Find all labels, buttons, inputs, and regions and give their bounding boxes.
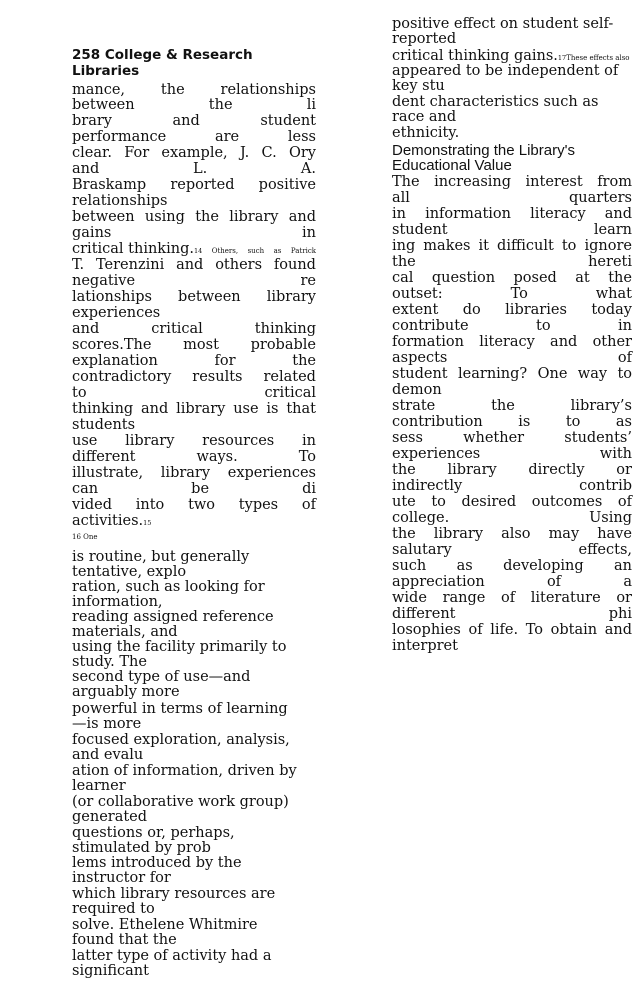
word: also bbox=[501, 526, 531, 542]
footnote-marker: 16 One bbox=[72, 533, 98, 541]
word: obtain bbox=[550, 622, 598, 638]
word: libraries bbox=[505, 302, 567, 318]
word: in bbox=[392, 206, 406, 222]
word: and bbox=[604, 206, 632, 222]
word: students’ bbox=[564, 430, 632, 446]
footnote-word: as bbox=[273, 247, 282, 255]
text-line bbox=[392, 238, 632, 255]
word: reported bbox=[170, 177, 235, 193]
word: sess bbox=[392, 430, 423, 446]
text-line: lems introduced by the bbox=[72, 855, 242, 871]
text-line: focused exploration, analysis, bbox=[72, 732, 290, 748]
text-line bbox=[392, 302, 632, 319]
word: do bbox=[462, 302, 481, 318]
text-line: powerful in terms of learning bbox=[72, 701, 288, 717]
text-line: learner bbox=[72, 778, 126, 794]
text-line bbox=[392, 478, 632, 495]
word: increasing bbox=[434, 174, 512, 190]
text-line: students bbox=[72, 417, 136, 433]
text-line bbox=[392, 494, 632, 511]
word: student bbox=[392, 366, 448, 382]
text-line bbox=[392, 190, 632, 207]
section-heading: Educational Value bbox=[392, 157, 512, 174]
text-line bbox=[72, 449, 316, 466]
text-line: which library resources are bbox=[72, 886, 276, 902]
text-line bbox=[72, 337, 316, 354]
text-line bbox=[72, 97, 316, 114]
word: positive bbox=[258, 177, 316, 193]
word: of bbox=[301, 497, 316, 513]
text-line bbox=[392, 206, 632, 223]
text-line: is routine, but generally bbox=[72, 549, 250, 565]
text-line: instructor for bbox=[72, 870, 171, 886]
line-text: activities. bbox=[72, 513, 144, 529]
running-header: Libraries bbox=[72, 63, 140, 79]
word: lationships bbox=[72, 289, 152, 305]
word: A. bbox=[300, 161, 316, 177]
word: to bbox=[536, 318, 551, 334]
text-line bbox=[392, 318, 632, 335]
word: have bbox=[597, 526, 632, 542]
text-line: questions or, perhaps, bbox=[72, 825, 235, 841]
word: Ory bbox=[288, 145, 316, 161]
text-line bbox=[72, 369, 316, 386]
word: aspects bbox=[392, 350, 448, 366]
text-line bbox=[72, 401, 316, 418]
text-line bbox=[72, 129, 316, 146]
text-line bbox=[392, 398, 632, 415]
word: outcomes bbox=[531, 494, 603, 510]
word: learn bbox=[593, 222, 632, 238]
word: interest bbox=[525, 174, 583, 190]
word: literacy bbox=[479, 334, 535, 350]
word: thinking bbox=[72, 401, 134, 417]
word: may bbox=[548, 526, 580, 542]
text-line bbox=[72, 273, 316, 290]
text-line bbox=[72, 257, 316, 274]
word: the bbox=[491, 398, 515, 414]
word: salutary bbox=[392, 542, 452, 558]
text-line: (or collaborative work group) bbox=[72, 794, 289, 810]
line-text: critical thinking gains. bbox=[392, 48, 558, 64]
word: and bbox=[172, 113, 200, 129]
word: different bbox=[72, 449, 136, 465]
word: is bbox=[518, 414, 531, 430]
word: desired bbox=[461, 494, 517, 510]
word: be bbox=[191, 481, 210, 497]
text-line bbox=[392, 558, 632, 575]
word: the bbox=[195, 209, 219, 225]
word: L. bbox=[192, 161, 208, 177]
word: The bbox=[392, 174, 420, 190]
text-line: ethnicity. bbox=[392, 125, 460, 141]
word: library bbox=[447, 462, 497, 478]
word: range bbox=[442, 590, 486, 606]
word: types bbox=[238, 497, 279, 513]
word: example, bbox=[161, 145, 228, 161]
word: way bbox=[577, 366, 608, 382]
text-line bbox=[392, 366, 632, 383]
text-line bbox=[72, 465, 316, 482]
word: the bbox=[292, 353, 316, 369]
section-heading: Demonstrating the Library's bbox=[392, 142, 575, 159]
text-line bbox=[72, 225, 316, 242]
word: or bbox=[616, 590, 632, 606]
word: losophies bbox=[392, 622, 461, 638]
word: are bbox=[214, 129, 240, 145]
word: directly bbox=[528, 462, 585, 478]
word: makes bbox=[423, 238, 471, 254]
word: cal bbox=[392, 270, 414, 286]
text-line: materials, and bbox=[72, 624, 178, 640]
text-line: solve. Ethelene Whitmire bbox=[72, 917, 258, 933]
word: indirectly bbox=[392, 478, 463, 494]
text-line: required to bbox=[72, 901, 155, 917]
word: use bbox=[233, 401, 259, 417]
text-line: using the facility primarily to bbox=[72, 639, 287, 655]
word: To bbox=[525, 622, 543, 638]
footnote-word: Patrick bbox=[290, 247, 316, 255]
text-line: key stu bbox=[392, 78, 445, 94]
word: T. bbox=[72, 257, 85, 273]
text-line: appeared to be independent of bbox=[392, 63, 619, 79]
word: to bbox=[431, 494, 446, 510]
footnote-note: These effects also bbox=[566, 54, 630, 62]
text-line: tentative, explo bbox=[72, 564, 187, 580]
word: library bbox=[125, 433, 175, 449]
text-line: —is more bbox=[72, 716, 142, 732]
text-line: ation of information, driven by bbox=[72, 763, 297, 779]
word: posed bbox=[513, 270, 557, 286]
text-line: information, bbox=[72, 594, 163, 610]
text-line bbox=[392, 222, 632, 239]
word: resources bbox=[202, 433, 275, 449]
text-line bbox=[72, 433, 316, 450]
word: Braskamp bbox=[72, 177, 147, 193]
word: appreciation bbox=[392, 574, 485, 590]
word: ing bbox=[392, 238, 416, 254]
word: and bbox=[72, 161, 100, 177]
word: literature bbox=[530, 590, 601, 606]
word: gains bbox=[72, 225, 112, 241]
word: and bbox=[72, 321, 100, 337]
footnote-ref: 17 bbox=[557, 54, 567, 62]
word: contribute bbox=[392, 318, 469, 334]
text-line bbox=[72, 177, 316, 194]
word: library bbox=[176, 401, 226, 417]
word: in bbox=[302, 433, 316, 449]
word: of bbox=[500, 590, 516, 606]
text-line bbox=[72, 289, 316, 306]
word: experiences bbox=[227, 465, 316, 481]
word: performance bbox=[72, 129, 167, 145]
word: use bbox=[72, 433, 98, 449]
word: from bbox=[597, 174, 632, 190]
text-line bbox=[392, 606, 632, 623]
text-line bbox=[392, 462, 632, 479]
text-line bbox=[72, 385, 316, 402]
footnote-word: such bbox=[247, 247, 265, 255]
word: library bbox=[160, 465, 211, 481]
word: For bbox=[124, 145, 150, 161]
word: the bbox=[392, 526, 416, 542]
word: strate bbox=[392, 398, 436, 414]
word: and bbox=[288, 209, 316, 225]
text-line bbox=[392, 286, 632, 303]
word: two bbox=[188, 497, 216, 513]
text-line bbox=[392, 270, 632, 287]
word: as bbox=[456, 558, 473, 574]
text-line bbox=[72, 353, 316, 370]
word: student bbox=[260, 113, 316, 129]
word: different bbox=[392, 606, 456, 622]
word: is bbox=[266, 401, 279, 417]
word: information bbox=[425, 206, 511, 222]
footnote-ref: 14 bbox=[193, 247, 203, 255]
word: C. bbox=[261, 145, 277, 161]
word: experiences bbox=[392, 446, 481, 462]
word: to bbox=[565, 414, 581, 430]
text-line bbox=[392, 254, 632, 271]
text-line bbox=[392, 350, 632, 367]
word: between bbox=[72, 209, 135, 225]
word: critical bbox=[264, 385, 316, 401]
word: literacy bbox=[530, 206, 586, 222]
word: an bbox=[614, 558, 632, 574]
word: To bbox=[298, 449, 316, 465]
word: for bbox=[214, 353, 236, 369]
word: it bbox=[478, 238, 489, 254]
text-line bbox=[72, 497, 316, 514]
word: student bbox=[392, 222, 448, 238]
word: between bbox=[72, 97, 135, 113]
word: in bbox=[618, 318, 632, 334]
word: can bbox=[72, 481, 99, 497]
word: critical bbox=[151, 321, 203, 337]
word: the bbox=[608, 270, 632, 286]
word: re bbox=[300, 273, 316, 289]
word: to bbox=[617, 366, 632, 382]
word: and bbox=[141, 401, 169, 417]
word: between bbox=[178, 289, 241, 305]
text-line: ration, such as looking for bbox=[72, 579, 265, 595]
word: library bbox=[266, 289, 316, 305]
text-line: found that the bbox=[72, 932, 177, 948]
word: mance, bbox=[72, 82, 126, 98]
text-line bbox=[72, 481, 316, 498]
word: related bbox=[263, 369, 316, 385]
word: such bbox=[392, 558, 427, 574]
word: One bbox=[537, 366, 568, 382]
text-line: latter type of activity had a bbox=[72, 948, 272, 964]
word: library’s bbox=[570, 398, 632, 414]
word: li bbox=[306, 97, 316, 113]
word: others bbox=[215, 257, 263, 273]
text-line bbox=[392, 174, 632, 191]
word: college. bbox=[392, 510, 450, 526]
word: library bbox=[433, 526, 484, 542]
word: vided bbox=[72, 497, 112, 513]
word: hereti bbox=[588, 254, 632, 270]
word: and bbox=[604, 622, 632, 638]
word: that bbox=[286, 401, 316, 417]
text-line bbox=[392, 574, 632, 591]
word: difficult bbox=[497, 238, 554, 254]
word: a bbox=[623, 574, 632, 590]
text-line: second type of use—and bbox=[72, 669, 251, 685]
word: negative bbox=[72, 273, 136, 289]
word: To bbox=[510, 286, 528, 302]
text-line bbox=[392, 542, 632, 559]
word: Using bbox=[589, 510, 632, 526]
text-line bbox=[392, 334, 632, 351]
footnote-word: Others, bbox=[211, 247, 239, 255]
text-line: experiences bbox=[72, 305, 161, 321]
text-line bbox=[392, 414, 632, 431]
text-line: study. The bbox=[72, 654, 147, 670]
word: ways. bbox=[196, 449, 238, 465]
word: found bbox=[273, 257, 316, 273]
text-line: generated bbox=[72, 809, 148, 825]
word: relationships bbox=[220, 82, 316, 98]
word: of bbox=[468, 622, 483, 638]
word: contrib bbox=[579, 478, 632, 494]
word: clear. bbox=[72, 145, 112, 161]
word: scores.The bbox=[72, 337, 152, 353]
text-line bbox=[392, 526, 632, 543]
text-line bbox=[72, 321, 316, 338]
word: the bbox=[392, 462, 416, 478]
word: all bbox=[392, 190, 410, 206]
word: explanation bbox=[72, 353, 158, 369]
word: into bbox=[135, 497, 165, 513]
word: formation bbox=[392, 334, 464, 350]
word: what bbox=[595, 286, 632, 302]
line-text: critical thinking. bbox=[72, 241, 194, 257]
word: ute bbox=[392, 494, 416, 510]
text-line bbox=[72, 209, 316, 226]
word: of bbox=[617, 350, 632, 366]
text-line: race and bbox=[392, 109, 457, 125]
word: wide bbox=[392, 590, 427, 606]
word: di bbox=[302, 481, 316, 497]
word: less bbox=[287, 129, 316, 145]
word: and bbox=[176, 257, 204, 273]
word: of bbox=[617, 494, 632, 510]
text-line: and evalu bbox=[72, 747, 144, 763]
text-line: arguably more bbox=[72, 684, 180, 700]
word: developing bbox=[503, 558, 584, 574]
word: other bbox=[592, 334, 632, 350]
word: using bbox=[144, 209, 185, 225]
word: and bbox=[550, 334, 578, 350]
text-line bbox=[392, 430, 632, 447]
text-line: dent characteristics such as bbox=[392, 94, 599, 110]
word: as bbox=[615, 414, 632, 430]
word: learning? bbox=[458, 366, 528, 382]
word: results bbox=[192, 369, 243, 385]
word: probable bbox=[250, 337, 316, 353]
text-line: relationships bbox=[72, 193, 168, 209]
text-line: demon bbox=[392, 382, 442, 398]
text-line bbox=[392, 622, 632, 639]
word: outset: bbox=[392, 286, 443, 302]
word: contribution bbox=[392, 414, 483, 430]
text-line: interpret bbox=[392, 638, 458, 654]
word: ignore bbox=[584, 238, 632, 254]
word: in bbox=[302, 225, 316, 241]
word: the bbox=[160, 82, 185, 98]
word: or bbox=[616, 462, 632, 478]
text-line: reading assigned reference bbox=[72, 609, 274, 625]
word: with bbox=[599, 446, 632, 462]
word: contradictory bbox=[72, 369, 172, 385]
running-header: 258 College & Research bbox=[72, 47, 253, 63]
word: whether bbox=[463, 430, 525, 446]
text-line bbox=[392, 446, 632, 463]
word: the bbox=[392, 254, 416, 270]
word: question bbox=[431, 270, 496, 286]
text-line: significant bbox=[72, 963, 149, 979]
word: phi bbox=[608, 606, 632, 622]
word: effects, bbox=[578, 542, 632, 558]
word: Terenzini bbox=[96, 257, 165, 273]
word: at bbox=[575, 270, 590, 286]
word: life. bbox=[490, 622, 519, 638]
word: thinking bbox=[254, 321, 316, 337]
text-line bbox=[72, 145, 316, 162]
word: illustrate, bbox=[72, 465, 144, 481]
text-line bbox=[392, 510, 632, 527]
word: to bbox=[561, 238, 577, 254]
text-line: positive effect on student self- bbox=[392, 16, 614, 32]
text-line bbox=[72, 113, 316, 130]
word: brary bbox=[72, 113, 112, 129]
word: of bbox=[546, 574, 562, 590]
word: quarters bbox=[569, 190, 632, 206]
word: most bbox=[183, 337, 219, 353]
word: library bbox=[229, 209, 279, 225]
word: to bbox=[72, 385, 87, 401]
footnote-ref: 15 bbox=[143, 519, 152, 527]
word: the bbox=[208, 97, 233, 113]
text-line: stimulated by prob bbox=[72, 840, 211, 856]
text-line bbox=[72, 161, 316, 178]
word: extent bbox=[392, 302, 439, 318]
text-line: reported bbox=[392, 31, 457, 47]
word: J. bbox=[239, 145, 250, 161]
text-line bbox=[392, 590, 632, 607]
word: today bbox=[591, 302, 632, 318]
